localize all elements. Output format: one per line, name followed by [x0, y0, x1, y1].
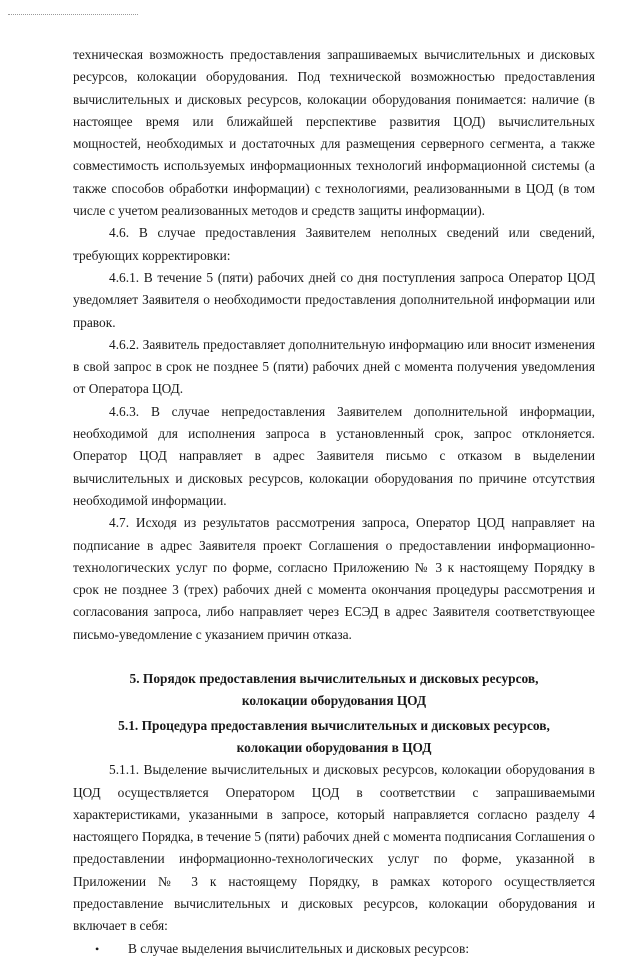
- scan-artifact-line: [8, 14, 138, 15]
- paragraph-4-6: 4.6. В случае предоставления Заявителем неполных сведений или сведений, требующих корректировки:: [73, 225, 595, 263]
- section-heading-line-1: 5. Порядок предоставления вычислительных и дисковых ресурсов,: [129, 671, 539, 687]
- list-item-text: В случае выделения вычислительных и дисковых ресурсов:: [128, 940, 470, 956]
- subsection-heading-line-1: 5.1. Процедура предоставления вычислительных и дисковых ресурсов,: [118, 717, 550, 733]
- paragraph-4-6-2: 4.6.2. Заявитель предоставляет дополнительную информацию или вносит изменения в свой запрос в срок не позднее 5 (пяти) рабочих дней с момента получения уведомления от Оператора ЦОД.: [73, 336, 595, 397]
- section-heading: [73, 668, 595, 713]
- list-item: [73, 938, 595, 960]
- bullet-icon: •: [95, 941, 100, 956]
- section-heading-line-2: колокации оборудования ЦОД: [241, 693, 427, 709]
- paragraph-4-7: 4.7. Исходя из результатов рассмотрения запроса, Оператор ЦОД направляет на подписание в адрес Заявителя проект Соглашения о предоставлении информационно-технологических услуг по форме, согласно Приложению № 3 к настоящему Порядку в срок не позднее 3 (трех) рабочих дней с момента окончания процедуры рассмотрения и согласования запроса, либо направляет через ЕСЭД в адрес Заявителя соответствующее письмо-уведомление с указанием причин отказа.: [73, 515, 595, 642]
- paragraph-4-6-1: 4.6.1. В течение 5 (пяти) рабочих дней со дня поступления запроса Оператор ЦОД уведомляет Заявителя о необходимости предоставления дополнительной информации или правок.: [73, 269, 595, 330]
- paragraph-5-1-1: 5.1.1. Выделение вычислительных и дисковых ресурсов, колокации оборудования в ЦОД осуществляется Оператором ЦОД в соответствии с запрашиваемыми характеристиками, указанными в запросе, который направляется согласно разделу 4 настоящего Порядка, в течение 5 (пяти) рабочих дней с момента подписания Соглашения о предоставлении информационно-технологических услуг по форме, указанной в Приложении № 3 к настоящему Порядку, в рамках которого осуществляется предоставление вычислительных и дисковых ресурсов, колокации оборудования и включает в себя:: [73, 762, 595, 934]
- subsection-heading-line-2: колокации оборудования в ЦОД: [236, 739, 432, 755]
- paragraph-4-6-3: 4.6.3. В случае непредоставления Заявителем дополнительной информации, необходимой для исполнения запроса в установленный срок, запрос отклоняется. Оператор ЦОД направляет в адрес Заявителя письмо с отказом в выделении вычислительных и дисковых ресурсов, колокации оборудования по причине отсутствия необходимой информации.: [73, 403, 595, 508]
- subsection-heading: [73, 715, 595, 760]
- paragraph-technical-capability: техническая возможность предоставления запрашиваемых вычислительных и дисковых ресурсов, колокации оборудования. Под технической возможностью предоставления вычислительных и дисковых ресурсов, колокации оборудования понимается: наличие (в настоящее время или ближайшей перспективе развития ЦОД) вычислительных мощностей, необходимых и достаточных для размещения серверного сегмента, а также совместимость используемых информационных технологий информационной системы (а также способов обработки информации) с технологиями, реализованными в ЦОД (в том числе с учетом реализованных методов и средств защиты информации).: [73, 47, 595, 219]
- document-body: [73, 44, 595, 960]
